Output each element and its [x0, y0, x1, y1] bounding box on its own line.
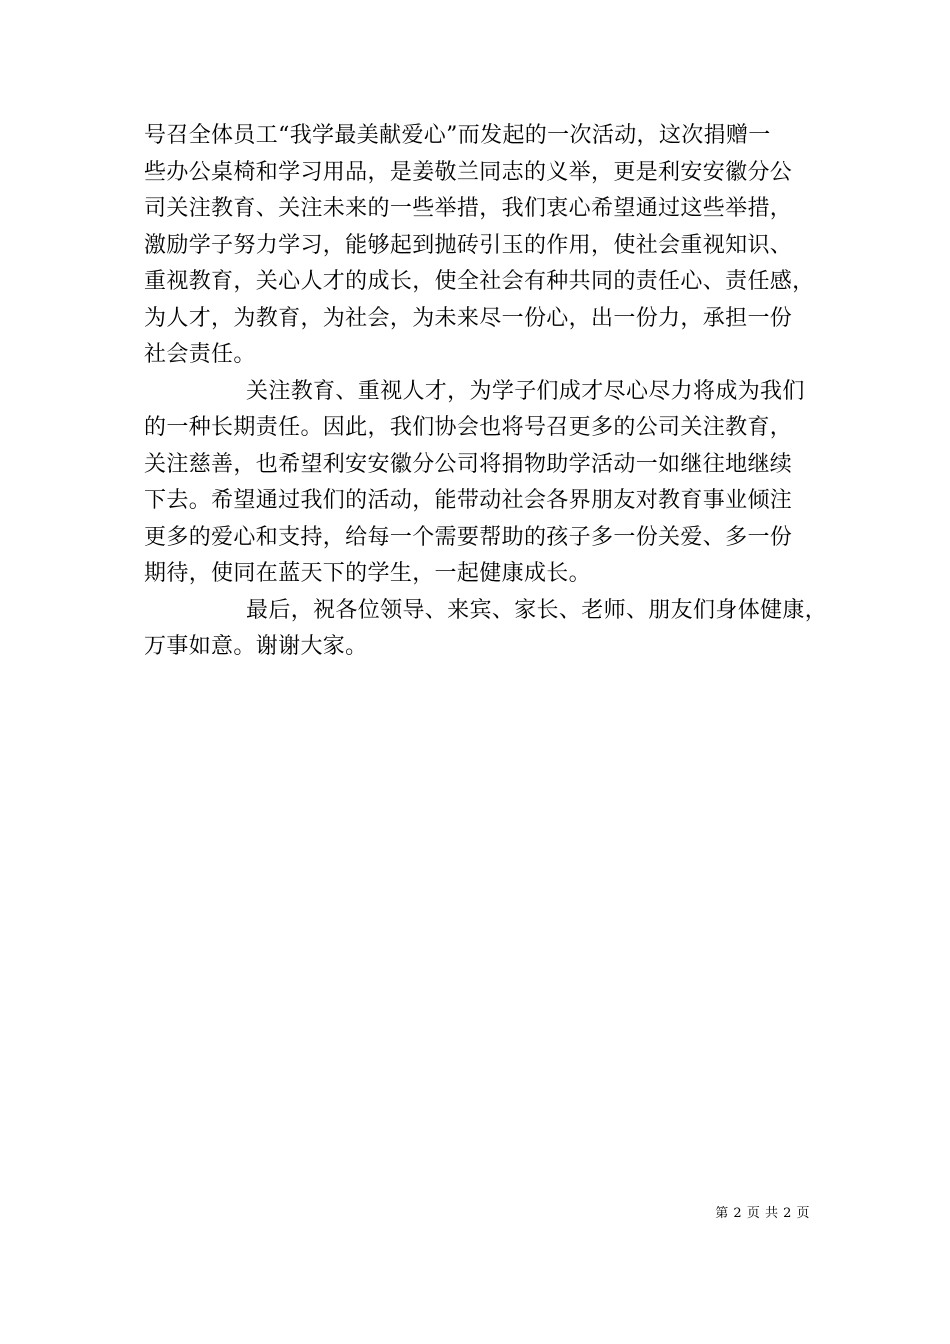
text-line: 些办公桌椅和学习用品，是姜敬兰同志的义举，更是利安安徽分公	[144, 159, 793, 185]
text-line: 重视教育，关心人才的成长，使全社会有种共同的责任心、责任感，	[144, 269, 815, 294]
text-line: 的一种长期责任。因此，我们协会也将号召更多的公司关注教育，	[144, 415, 793, 440]
text-line: 期待，使同在蓝天下的学生，一起健康成长。	[144, 561, 592, 586]
text-line: 司关注教育、关注未来的一些举措，我们衷心希望通过这些举措，	[144, 196, 793, 221]
text-line: 为人才，为教育，为社会，为未来尽一份心，出一份力，承担一份	[144, 305, 793, 331]
text-line: 社会责任。	[144, 342, 256, 367]
text-line: 关注慈善，也希望利安安徽分公司将捐物助学活动一如继往地继续	[144, 451, 793, 477]
text-line: 激励学子努力学习，能够起到抛砖引玉的作用，使社会重视知识、	[144, 232, 793, 258]
text-line: 更多的爱心和支持，给每一个需要帮助的孩子多一份关爱、多一份	[144, 524, 793, 550]
text-line: 万事如意。谢谢大家。	[144, 634, 368, 659]
text-line: 号召全体员工“我学最美献爱心”而发起的一次活动，这次捐赠一	[144, 123, 771, 148]
text-line: 下去。希望通过我们的活动，能带动社会各界朋友对教育事业倾注	[144, 488, 793, 513]
page-number-footer: 第 2 页 共 2 页	[715, 1206, 810, 1221]
text-line: 关注教育、重视人才，为学子们成才尽心尽力将成为我们	[246, 378, 805, 404]
text-line: 最后，祝各位领导、来宾、家长、老师、朋友们身体健康，	[246, 597, 828, 623]
body-text	[144, 118, 828, 666]
